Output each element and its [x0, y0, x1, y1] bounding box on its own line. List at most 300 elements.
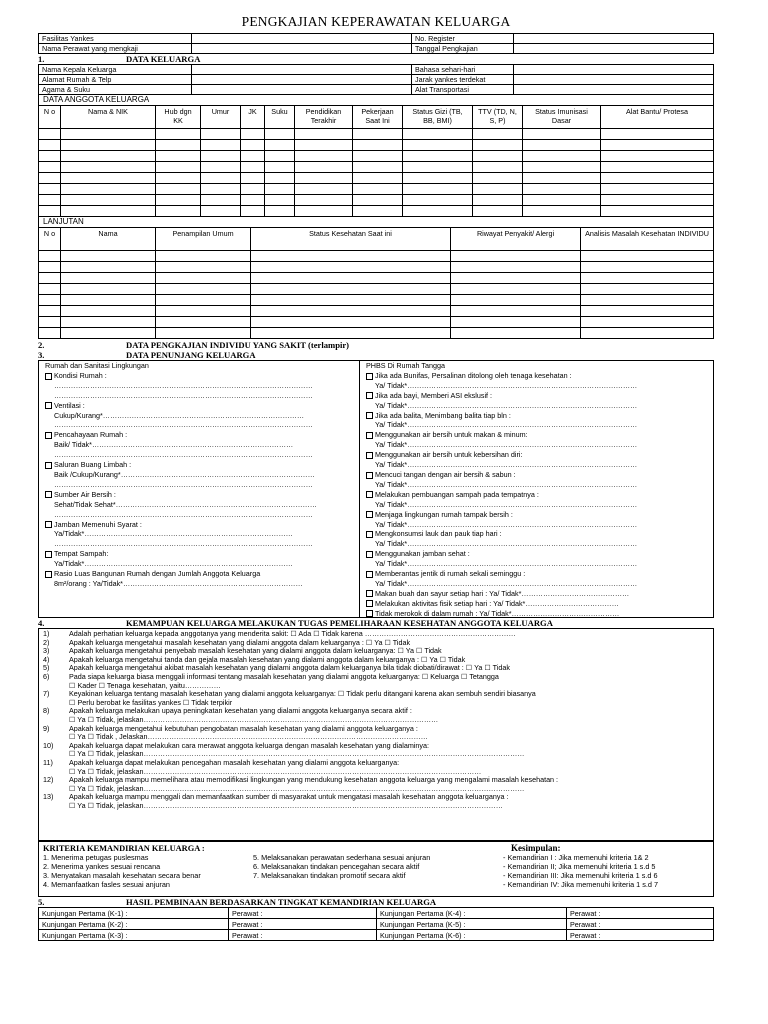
lanjutan-cell[interactable] — [39, 317, 61, 328]
anggota-cell[interactable] — [265, 184, 295, 195]
phbs-fill-line[interactable]: …………………………………………………………………………………… — [407, 519, 638, 529]
question-text: ☐ Kader ☐ Tenaga kesehatan, yaitu…………… — [69, 681, 221, 690]
anggota-cell[interactable] — [403, 184, 473, 195]
lanjutan-row — [39, 251, 714, 262]
question-text: ☐ Ya ☐ Tidak, jelaskan…………………………………………………………………………………………………………………………………………… — [69, 784, 525, 793]
checkbox[interactable] — [366, 392, 373, 399]
anggota-column-header: Alat Bantu/ Protesa — [601, 106, 714, 129]
sanitasi-line — [45, 569, 359, 579]
sanitasi-fill-line[interactable]: ………………………………………………………………………… — [115, 499, 317, 509]
anggota-cell[interactable] — [241, 184, 265, 195]
checkbox[interactable] — [45, 571, 52, 578]
lanjutan-cell[interactable] — [39, 306, 61, 317]
lanjutan-cell[interactable] — [251, 328, 451, 339]
lanjutan-cell[interactable] — [451, 262, 581, 273]
sanitasi-label: Tempat Sampah: — [54, 549, 109, 559]
anggota-cell[interactable] — [265, 206, 295, 217]
question-text: ☐ Ya ☐ Tidak, jelaskan…………………………………………………………………………………………………………… — [69, 715, 439, 724]
sanitasi-fill-line[interactable]: ……………………………………………………………………………………………… — [54, 509, 313, 519]
phbs-label: Ya/ Tidak* — [375, 559, 408, 569]
lanjutan-cell[interactable] — [451, 306, 581, 317]
kriteria-item: 7. Melaksanakan tindakan promotif secara aktif — [253, 871, 406, 880]
anggota-cell[interactable] — [473, 206, 523, 217]
phbs-fill-line[interactable]: …………………………………………………………………………………… — [407, 539, 638, 549]
anggota-cell[interactable] — [61, 184, 156, 195]
sanitasi-line — [45, 549, 359, 559]
sanitasi-line — [45, 559, 359, 569]
phbs-line — [366, 480, 713, 490]
phbs-label: Melakukan pembuangan sampah pada tempatnya : — [375, 489, 539, 499]
anggota-column-header: Hub dgn KK — [156, 106, 201, 129]
question-number — [43, 733, 69, 742]
anggota-cell[interactable] — [241, 151, 265, 162]
anggota-cell[interactable] — [403, 195, 473, 206]
lanjutan-column-header: N o — [39, 228, 61, 251]
anggota-cell[interactable] — [156, 162, 201, 173]
header-value-field[interactable] — [192, 44, 412, 54]
anggota-cell[interactable] — [601, 151, 714, 162]
anggota-cell[interactable] — [201, 162, 241, 173]
phbs-fill-line[interactable]: …………………………………………………………………………………… — [407, 460, 638, 470]
anggota-cell[interactable] — [61, 173, 156, 184]
sanitasi-fill-line[interactable]: ……………………………………………………………………………………………… — [54, 380, 313, 390]
question-number: 10) — [43, 741, 54, 750]
kesimpulan-title: Kesimpulan: — [511, 843, 561, 853]
checkbox[interactable] — [45, 462, 52, 469]
sanitasi-fill-line[interactable]: ………………………………………………………………………… — [102, 410, 304, 420]
family-label: Jarak yankes terdekat — [412, 75, 514, 85]
phbs-label: Mencuci tangan dengan air bersih & sabun : — [375, 469, 516, 479]
checkbox[interactable] — [366, 452, 373, 459]
anggota-cell[interactable] — [353, 206, 403, 217]
anggota-cell[interactable] — [601, 162, 714, 173]
lanjutan-cell[interactable] — [61, 328, 156, 339]
lanjutan-column-header: Status Kesehatan Saat ini — [251, 228, 451, 251]
checkbox[interactable] — [45, 551, 52, 558]
question-line — [43, 742, 709, 751]
question-line — [43, 750, 709, 759]
anggota-cell[interactable] — [265, 173, 295, 184]
anggota-cell[interactable] — [201, 195, 241, 206]
sanitasi-fill-line[interactable]: ……………………………………………………………………… — [120, 469, 315, 479]
anggota-cell[interactable] — [403, 162, 473, 173]
anggota-cell[interactable] — [403, 129, 473, 140]
lanjutan-cell[interactable] — [156, 262, 251, 273]
phbs-line — [366, 430, 713, 440]
lanjutan-cell[interactable] — [581, 273, 714, 284]
sanitasi-line — [45, 510, 359, 520]
sanitasi-fill-line[interactable]: ……………………………………………………………………………………………… — [54, 390, 313, 400]
phbs-fill-line[interactable]: ………………………………… — [525, 598, 619, 608]
lanjutan-cell[interactable] — [39, 284, 61, 295]
sanitasi-line — [45, 430, 359, 440]
anggota-cell[interactable] — [523, 162, 601, 173]
anggota-cell[interactable] — [601, 129, 714, 140]
anggota-cell[interactable] — [523, 129, 601, 140]
phbs-fill-line[interactable]: ……………………………………… — [511, 608, 620, 617]
anggota-cell[interactable] — [156, 129, 201, 140]
anggota-cell[interactable] — [39, 140, 61, 151]
anggota-cell[interactable] — [241, 195, 265, 206]
checkbox[interactable] — [366, 432, 373, 439]
anggota-cell[interactable] — [353, 129, 403, 140]
lanjutan-cell[interactable] — [39, 262, 61, 273]
lanjutan-cell[interactable] — [251, 273, 451, 284]
lanjutan-cell[interactable] — [156, 251, 251, 262]
anggota-cell[interactable] — [523, 184, 601, 195]
anggota-cell[interactable] — [403, 206, 473, 217]
lanjutan-cell[interactable] — [251, 295, 451, 306]
kriteria-title: KRITERIA KEMANDIRIAN KELUARGA : — [43, 844, 205, 853]
lanjutan-cell[interactable] — [451, 317, 581, 328]
kunjungan-cell[interactable]: Perawat : — [229, 919, 377, 930]
sanitasi-label: Ya/Tidak* — [54, 559, 85, 569]
checkbox[interactable] — [366, 571, 373, 578]
anggota-cell[interactable] — [241, 129, 265, 140]
anggota-cell[interactable] — [523, 195, 601, 206]
section-2-heading: 2. DATA PENGKAJIAN INDIVIDU YANG SAKIT (terlampir) — [38, 340, 350, 350]
sanitasi-line — [45, 470, 359, 480]
checkbox[interactable] — [366, 373, 373, 380]
lanjutan-cell[interactable] — [156, 284, 251, 295]
question-line — [43, 682, 709, 691]
phbs-line — [366, 599, 713, 609]
family-value-field[interactable] — [514, 75, 714, 85]
header-value-field[interactable] — [514, 44, 714, 54]
lanjutan-cell[interactable] — [451, 273, 581, 284]
question-number — [43, 699, 69, 708]
phbs-line — [366, 579, 713, 589]
sanitasi-line — [45, 381, 359, 391]
anggota-row — [39, 173, 714, 184]
anggota-cell[interactable] — [601, 140, 714, 151]
phbs-label: Ya/ Tidak* — [375, 380, 408, 390]
lanjutan-cell[interactable] — [39, 251, 61, 262]
question-line — [43, 656, 709, 665]
checkbox[interactable] — [45, 432, 52, 439]
anggota-cell[interactable] — [295, 195, 353, 206]
header-label: No. Register — [412, 34, 514, 44]
phbs-column — [360, 361, 713, 617]
anggota-cell[interactable] — [265, 129, 295, 140]
anggota-cell[interactable] — [201, 173, 241, 184]
lanjutan-cell[interactable] — [39, 295, 61, 306]
anggota-cell[interactable] — [61, 195, 156, 206]
anggota-cell[interactable] — [295, 129, 353, 140]
lanjutan-cell[interactable] — [451, 295, 581, 306]
lanjutan-cell[interactable] — [61, 273, 156, 284]
phbs-fill-line[interactable]: …………………………………………………………………………………… — [407, 380, 638, 390]
checkbox[interactable] — [45, 402, 52, 409]
questions-box — [38, 628, 714, 841]
phbs-line — [366, 520, 713, 530]
anggota-cell[interactable] — [241, 206, 265, 217]
phbs-line — [366, 381, 713, 391]
lanjutan-cell[interactable] — [451, 251, 581, 262]
lanjutan-cell[interactable] — [39, 273, 61, 284]
phbs-line — [366, 371, 713, 381]
anggota-cell[interactable] — [473, 140, 523, 151]
question-number: 11) — [43, 758, 53, 767]
question-text: Apakah keluarga mampu menggali dan memanfaatkan sumber di masyarakat untuk mengatasi masalah kesehatan anggota keluarganya : — [69, 793, 509, 802]
anggota-cell[interactable] — [201, 151, 241, 162]
lanjutan-cell[interactable] — [251, 284, 451, 295]
lanjutan-cell[interactable] — [581, 295, 714, 306]
checkbox[interactable] — [366, 590, 373, 597]
sanitasi-line — [45, 440, 359, 450]
sanitasi-fill-line[interactable]: …………………………………………………………………………… — [84, 559, 293, 569]
lanjutan-cell[interactable] — [61, 317, 156, 328]
lanjutan-cell[interactable] — [251, 306, 451, 317]
lanjutan-cell[interactable] — [251, 251, 451, 262]
question-number: 5) — [43, 664, 50, 673]
anggota-cell[interactable] — [265, 195, 295, 206]
phbs-fill-line[interactable]: …………………………………………………………………………………… — [407, 479, 638, 489]
kunjungan-row — [39, 919, 714, 930]
family-value-field[interactable] — [192, 75, 412, 85]
phbs-label: Ya/ Tidak* — [375, 578, 408, 588]
sanitasi-fill-line[interactable]: ……………………………………………………………………………………………… — [54, 420, 313, 430]
anggota-cell[interactable] — [241, 162, 265, 173]
question-text: Apakah keluarga dapat melakukan pencegahan masalah kesehatan yang dialami anggota keluarganya: — [69, 758, 400, 767]
anggota-cell[interactable] — [39, 173, 61, 184]
anggota-cell[interactable] — [156, 140, 201, 151]
phbs-fill-line[interactable]: …………………………………………………………………………………… — [407, 499, 638, 509]
lanjutan-cell[interactable] — [156, 328, 251, 339]
family-row — [39, 85, 714, 95]
lanjutan-cell[interactable] — [61, 295, 156, 306]
phbs-label: Tidak merokok di dalam rumah : Ya/ Tidak* — [375, 608, 512, 617]
question-text: Apakah keluarga melakukan upaya peningkatan kesehatan yang dialami anggota keluarganya secara aktif : — [69, 707, 412, 716]
kriteria-left — [43, 844, 253, 894]
kesimpulan-item: - Kemandirian III: Jika memenuhi kriteria 1 s.d 6 — [503, 871, 658, 880]
family-value-field[interactable] — [514, 65, 714, 75]
sanitasi-label: Ventilasi : — [54, 400, 85, 410]
anggota-cell[interactable] — [473, 129, 523, 140]
phbs-fill-line[interactable]: ……………………………………… — [521, 588, 630, 598]
kunjungan-cell[interactable]: Perawat : — [229, 908, 377, 919]
anggota-cell[interactable] — [473, 184, 523, 195]
anggota-cell[interactable] — [156, 151, 201, 162]
anggota-cell[interactable] — [265, 162, 295, 173]
phbs-label: Makan buah dan sayur setiap hari : Ya/ Tidak* — [375, 588, 522, 598]
kunjungan-cell[interactable]: Kunjungan Pertama (K-5) : — [377, 919, 567, 930]
sanitasi-label: Baik/ Tidak* — [54, 440, 92, 450]
lanjutan-cell[interactable] — [61, 284, 156, 295]
anggota-cell[interactable] — [523, 206, 601, 217]
lanjutan-cell[interactable] — [156, 306, 251, 317]
sanitasi-fill-line[interactable]: ………………………………………………………………… — [122, 578, 303, 588]
lanjutan-cell[interactable] — [61, 306, 156, 317]
question-number — [43, 785, 69, 794]
anggota-cell[interactable] — [61, 129, 156, 140]
anggota-cell[interactable] — [241, 140, 265, 151]
sanitasi-fill-line[interactable]: ………………………………………………………………………… — [91, 440, 294, 450]
anggota-cell[interactable] — [473, 195, 523, 206]
anggota-cell[interactable] — [201, 206, 241, 217]
lanjutan-cell[interactable] — [61, 251, 156, 262]
anggota-cell[interactable] — [601, 195, 714, 206]
family-value-field[interactable] — [192, 85, 412, 95]
anggota-cell[interactable] — [39, 162, 61, 173]
kunjungan-cell[interactable]: Perawat : — [567, 919, 714, 930]
anggota-cell[interactable] — [295, 162, 353, 173]
question-text: Apakah keluarga mengetahui tanda dan gejala masalah kesehatan yang dialami anggota dalam keluarganya : ☐ Ya ☐ Tidak — [69, 655, 466, 664]
lanjutan-cell[interactable] — [156, 295, 251, 306]
header-value-field[interactable] — [192, 34, 412, 44]
lanjutan-cell[interactable] — [251, 262, 451, 273]
anggota-cell[interactable] — [241, 173, 265, 184]
anggota-cell[interactable] — [295, 184, 353, 195]
checkbox[interactable] — [45, 491, 52, 498]
anggota-cell[interactable] — [353, 195, 403, 206]
phbs-fill-line[interactable]: …………………………………………………………………………………… — [407, 400, 638, 410]
anggota-cell[interactable] — [61, 140, 156, 151]
lanjutan-cell[interactable] — [451, 284, 581, 295]
lanjutan-column-header: Analisis Masalah Kesehatan INDIVIDU — [581, 228, 714, 251]
kunjungan-cell[interactable]: Perawat : — [567, 908, 714, 919]
anggota-cell[interactable] — [295, 140, 353, 151]
kunjungan-cell[interactable]: Kunjungan Pertama (K-3) : — [39, 930, 229, 941]
phbs-label: Jika ada Bunifas, Persalinan ditolong oleh tenaga kesehatan : — [375, 370, 572, 380]
anggota-cell[interactable] — [39, 206, 61, 217]
lanjutan-cell[interactable] — [39, 328, 61, 339]
header-label: Tanggal Pengkajian — [412, 44, 514, 54]
question-text: Apakah keluarga mengetahui akibat masalah kesehatan yang dialami anggota dalam keluarganya bila tidak diobati/dirawat : ☐ Ya ☐ Tidak — [69, 664, 510, 673]
anggota-cell[interactable] — [156, 206, 201, 217]
checkbox[interactable] — [366, 511, 373, 518]
checkbox[interactable] — [45, 373, 52, 380]
anggota-cell[interactable] — [353, 151, 403, 162]
phbs-line — [366, 450, 713, 460]
anggota-cell[interactable] — [156, 173, 201, 184]
lanjutan-cell[interactable] — [581, 317, 714, 328]
anggota-cell[interactable] — [353, 173, 403, 184]
lanjutan-cell[interactable] — [156, 273, 251, 284]
anggota-row — [39, 151, 714, 162]
anggota-cell[interactable] — [353, 184, 403, 195]
question-number: 4) — [43, 655, 50, 664]
anggota-cell[interactable] — [353, 140, 403, 151]
kunjungan-cell[interactable]: Perawat : — [229, 930, 377, 941]
family-row — [39, 65, 714, 75]
family-value-field[interactable] — [514, 85, 714, 95]
phbs-fill-line[interactable]: …………………………………………………………………………………… — [407, 420, 638, 430]
phbs-line — [366, 609, 713, 617]
anggota-cell[interactable] — [403, 140, 473, 151]
sanitasi-fill-line[interactable]: ……………………………………………………………………………………………… — [54, 479, 313, 489]
page-title: PENGKAJIAN KEPERAWATAN KELUARGA — [241, 14, 511, 29]
anggota-row — [39, 162, 714, 173]
anggota-row — [39, 195, 714, 206]
phbs-line — [366, 391, 713, 401]
sanitasi-line — [45, 420, 359, 430]
anggota-cell[interactable] — [201, 184, 241, 195]
lanjutan-cell[interactable] — [61, 262, 156, 273]
checkbox[interactable] — [366, 551, 373, 558]
checkbox[interactable] — [366, 472, 373, 479]
sanitasi-fill-line[interactable]: ……………………………………………………………………………………………… — [54, 450, 313, 460]
lanjutan-cell[interactable] — [581, 262, 714, 273]
question-line — [43, 673, 709, 682]
family-value-field[interactable] — [192, 65, 412, 75]
question-line — [43, 802, 709, 811]
lanjutan-cell[interactable] — [581, 328, 714, 339]
anggota-cell[interactable] — [61, 162, 156, 173]
anggota-cell[interactable] — [473, 162, 523, 173]
kunjungan-cell[interactable]: Perawat : — [567, 930, 714, 941]
anggota-cell[interactable] — [39, 151, 61, 162]
question-number: 13) — [43, 793, 54, 802]
anggota-cell[interactable] — [39, 129, 61, 140]
anggota-cell[interactable] — [295, 206, 353, 217]
lanjutan-cell[interactable] — [251, 317, 451, 328]
anggota-cell[interactable] — [156, 184, 201, 195]
anggota-cell[interactable] — [601, 184, 714, 195]
phbs-fill-line[interactable]: …………………………………………………………………………………… — [407, 440, 638, 450]
anggota-cell[interactable] — [39, 195, 61, 206]
lanjutan-cell[interactable] — [156, 317, 251, 328]
anggota-cell[interactable] — [601, 206, 714, 217]
checkbox[interactable] — [366, 491, 373, 498]
kunjungan-cell[interactable]: Kunjungan Pertama (K-1) : — [39, 908, 229, 919]
checkbox[interactable] — [366, 610, 373, 617]
anggota-cell[interactable] — [265, 151, 295, 162]
sanitasi-fill-line[interactable]: ……………………………………………………………………………………………… — [54, 539, 313, 549]
anggota-cell[interactable] — [403, 173, 473, 184]
checkbox[interactable] — [366, 412, 373, 419]
anggota-cell[interactable] — [61, 151, 156, 162]
kunjungan-cell[interactable]: Kunjungan Pertama (K-2) : — [39, 919, 229, 930]
phbs-fill-line[interactable]: …………………………………………………………………………………… — [407, 559, 638, 569]
anggota-cell[interactable] — [295, 151, 353, 162]
header-value-field[interactable] — [514, 34, 714, 44]
anggota-cell[interactable] — [523, 140, 601, 151]
kunjungan-cell[interactable]: Kunjungan Pertama (K-4) : — [377, 908, 567, 919]
anggota-cell[interactable] — [201, 129, 241, 140]
anggota-cell[interactable] — [353, 162, 403, 173]
anggota-cell[interactable] — [601, 173, 714, 184]
checkbox[interactable] — [366, 600, 373, 607]
anggota-cell[interactable] — [201, 140, 241, 151]
anggota-cell[interactable] — [39, 184, 61, 195]
kriteria-middle — [253, 844, 503, 894]
anggota-cell[interactable] — [523, 151, 601, 162]
anggota-cell[interactable] — [523, 173, 601, 184]
anggota-cell[interactable] — [295, 173, 353, 184]
anggota-cell[interactable] — [156, 195, 201, 206]
question-number — [43, 682, 69, 691]
lanjutan-cell[interactable] — [581, 251, 714, 262]
lanjutan-cell[interactable] — [581, 306, 714, 317]
anggota-cell[interactable] — [61, 206, 156, 217]
anggota-cell[interactable] — [403, 151, 473, 162]
checkbox[interactable] — [45, 521, 52, 528]
lanjutan-cell[interactable] — [451, 328, 581, 339]
sanitasi-fill-line[interactable]: …………………………………………………………………………… — [84, 529, 293, 539]
checkbox[interactable] — [366, 531, 373, 538]
phbs-fill-line[interactable]: …………………………………………………………………………………… — [407, 578, 638, 588]
header-row — [39, 34, 714, 44]
phbs-title: PHBS Di Rumah Tangga — [366, 361, 445, 370]
question-line — [43, 690, 709, 699]
kunjungan-cell[interactable]: Kunjungan Pertama (K-6) : — [377, 930, 567, 941]
anggota-cell[interactable] — [473, 151, 523, 162]
anggota-cell[interactable] — [265, 140, 295, 151]
anggota-cell[interactable] — [473, 173, 523, 184]
sanitasi-label: Baik /Cukup/Kurang* — [54, 469, 121, 479]
lanjutan-cell[interactable] — [581, 284, 714, 295]
